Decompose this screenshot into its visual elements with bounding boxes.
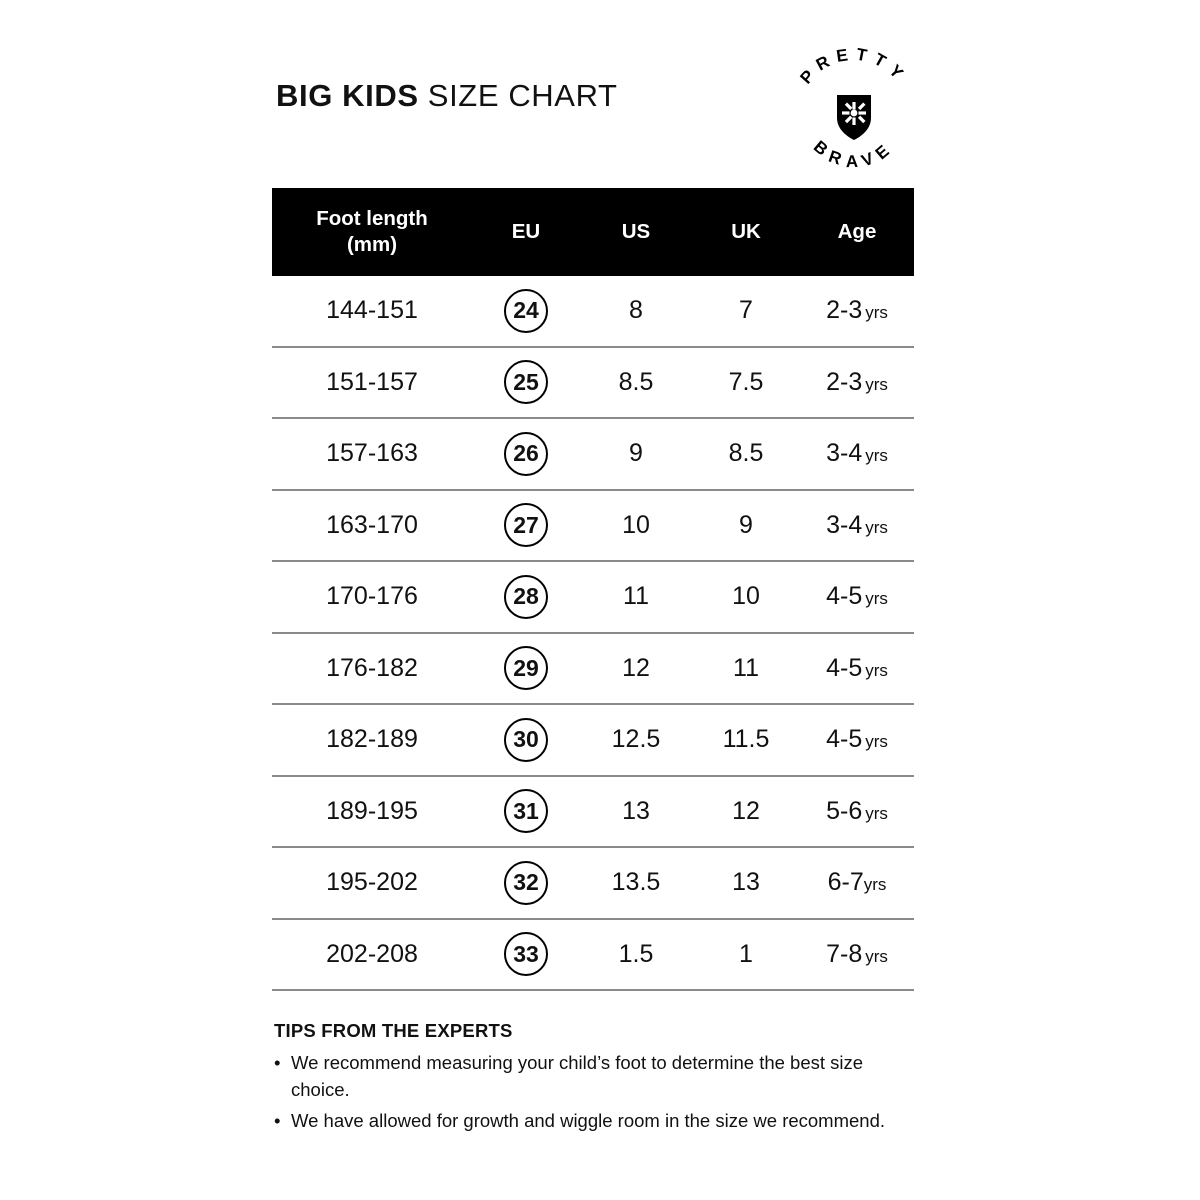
bullet-icon: •: [274, 1109, 281, 1131]
page-title-light: SIZE CHART: [418, 78, 618, 113]
cell-eu: [472, 789, 580, 833]
cell-age: [800, 797, 914, 826]
table-row: [272, 634, 914, 706]
cell-foot-length: 170-176: [326, 582, 418, 611]
eu-size-badge: 28: [504, 575, 548, 619]
cell-uk: 7: [739, 296, 753, 325]
table-header-row: [272, 188, 914, 276]
age-value: 4-5: [826, 725, 863, 754]
table-row: [272, 777, 914, 849]
pretty-brave-logo: [780, 40, 928, 188]
cell-foot-length: 144-151: [326, 296, 418, 325]
cell-age: [800, 940, 914, 969]
table-body: [272, 276, 914, 991]
cell-uk: 12: [732, 796, 760, 825]
cell-age: [800, 654, 914, 683]
cell-foot-length: 151-157: [326, 367, 418, 396]
cell-uk: 9: [739, 510, 753, 539]
cell-uk: 7.5: [728, 367, 764, 396]
cell-us: 12.5: [611, 725, 661, 754]
age-value: 2-3: [826, 367, 863, 396]
table-row: [272, 705, 914, 777]
cell-foot-length: 189-195: [326, 796, 418, 825]
column-header-uk: UK: [731, 220, 761, 244]
age-unit: yrs: [865, 517, 888, 537]
cell-age: [800, 368, 914, 397]
table-row: [272, 562, 914, 634]
cell-uk: 1: [739, 939, 753, 968]
age-unit: yrs: [865, 660, 888, 680]
cell-eu: [472, 646, 580, 690]
age-value: 6-7: [827, 868, 864, 897]
age-unit: yrs: [865, 446, 888, 466]
cell-foot-length: 157-163: [326, 439, 418, 468]
tips-title: TIPS FROM THE EXPERTS: [274, 1020, 513, 1041]
cell-foot-length: 176-182: [326, 653, 418, 682]
age-unit: yrs: [865, 303, 888, 323]
cell-age: [800, 582, 914, 611]
cell-uk: 10: [732, 582, 760, 611]
tips-section: [274, 1020, 914, 1138]
table-row: [272, 848, 914, 920]
cell-foot-length: 182-189: [326, 725, 418, 754]
cell-foot-length: 202-208: [326, 939, 418, 968]
svg-text:PRETTY: PRETTY: [796, 44, 912, 88]
cell-us: 8.5: [618, 367, 654, 396]
cell-age: [800, 868, 914, 897]
cell-foot-length: 195-202: [326, 868, 418, 897]
eu-size-badge: 32: [504, 861, 548, 905]
column-header-foot-length-line2: (mm): [346, 233, 398, 256]
cell-us: 12: [622, 653, 650, 682]
cell-us: 10: [622, 510, 650, 539]
age-value: 3-4: [826, 510, 863, 539]
bullet-icon: •: [274, 1052, 281, 1073]
eu-size-badge: 29: [504, 646, 548, 690]
size-chart-table: [272, 188, 914, 991]
table-row: [272, 419, 914, 491]
cell-us: 13: [622, 796, 650, 825]
column-header-us: US: [621, 220, 651, 244]
cell-uk: 11: [733, 653, 759, 682]
column-header-eu: EU: [511, 220, 541, 244]
table-row: [272, 276, 914, 348]
cell-eu: [472, 575, 580, 619]
age-unit: yrs: [865, 946, 888, 966]
age-unit: yrs: [865, 803, 888, 823]
age-value: 2-3: [826, 296, 863, 325]
cell-eu: [472, 718, 580, 762]
cell-eu: [472, 932, 580, 976]
cell-uk: 11.5: [722, 725, 770, 754]
cell-uk: 13: [732, 868, 760, 897]
age-value: 7-8: [826, 939, 863, 968]
table-row: [272, 491, 914, 563]
eu-size-badge: 25: [504, 360, 548, 404]
table-row: [272, 348, 914, 420]
cell-age: [800, 296, 914, 325]
column-header-foot-length-line1: Foot length: [316, 207, 428, 231]
age-value: 5-6: [826, 796, 863, 825]
cell-eu: [472, 360, 580, 404]
age-unit: yrs: [865, 732, 888, 752]
age-unit: yrs: [865, 589, 888, 609]
eu-size-badge: 27: [504, 503, 548, 547]
cell-eu: [472, 503, 580, 547]
cell-eu: [472, 289, 580, 333]
age-value: 4-5: [826, 653, 863, 682]
age-value: 4-5: [826, 582, 863, 611]
age-value: 3-4: [826, 439, 863, 468]
cell-us: 1.5: [618, 939, 654, 968]
eu-size-badge: 26: [504, 432, 548, 476]
tip-item: [274, 1108, 914, 1135]
cell-eu: [472, 432, 580, 476]
page-title-strong: BIG KIDS: [276, 78, 419, 113]
tip-text: We recommend measuring your child’s foot to determine the best size choice.: [291, 1052, 864, 1100]
tip-text: We have allowed for growth and wiggle room in the size we recommend.: [291, 1109, 886, 1131]
cell-us: 13.5: [611, 868, 661, 897]
svg-text:BRAVE: BRAVE: [809, 136, 899, 172]
cell-us: 9: [629, 439, 643, 468]
table-row: [272, 920, 914, 992]
eu-size-badge: 33: [504, 932, 548, 976]
cell-eu: [472, 861, 580, 905]
cell-us: 11: [623, 582, 649, 611]
cell-age: [800, 511, 914, 540]
eu-size-badge: 31: [504, 789, 548, 833]
cell-us: 8: [629, 296, 643, 325]
cell-age: [800, 439, 914, 468]
cell-foot-length: 163-170: [326, 510, 418, 539]
eu-size-badge: 30: [504, 718, 548, 762]
cell-uk: 8.5: [728, 439, 764, 468]
age-unit: yrs: [865, 374, 888, 394]
age-unit: yrs: [863, 875, 887, 895]
column-header-age: Age: [837, 220, 877, 244]
column-header-foot-length: [272, 206, 472, 257]
tip-item: [274, 1050, 914, 1104]
eu-size-badge: 24: [504, 289, 548, 333]
cell-age: [800, 725, 914, 754]
